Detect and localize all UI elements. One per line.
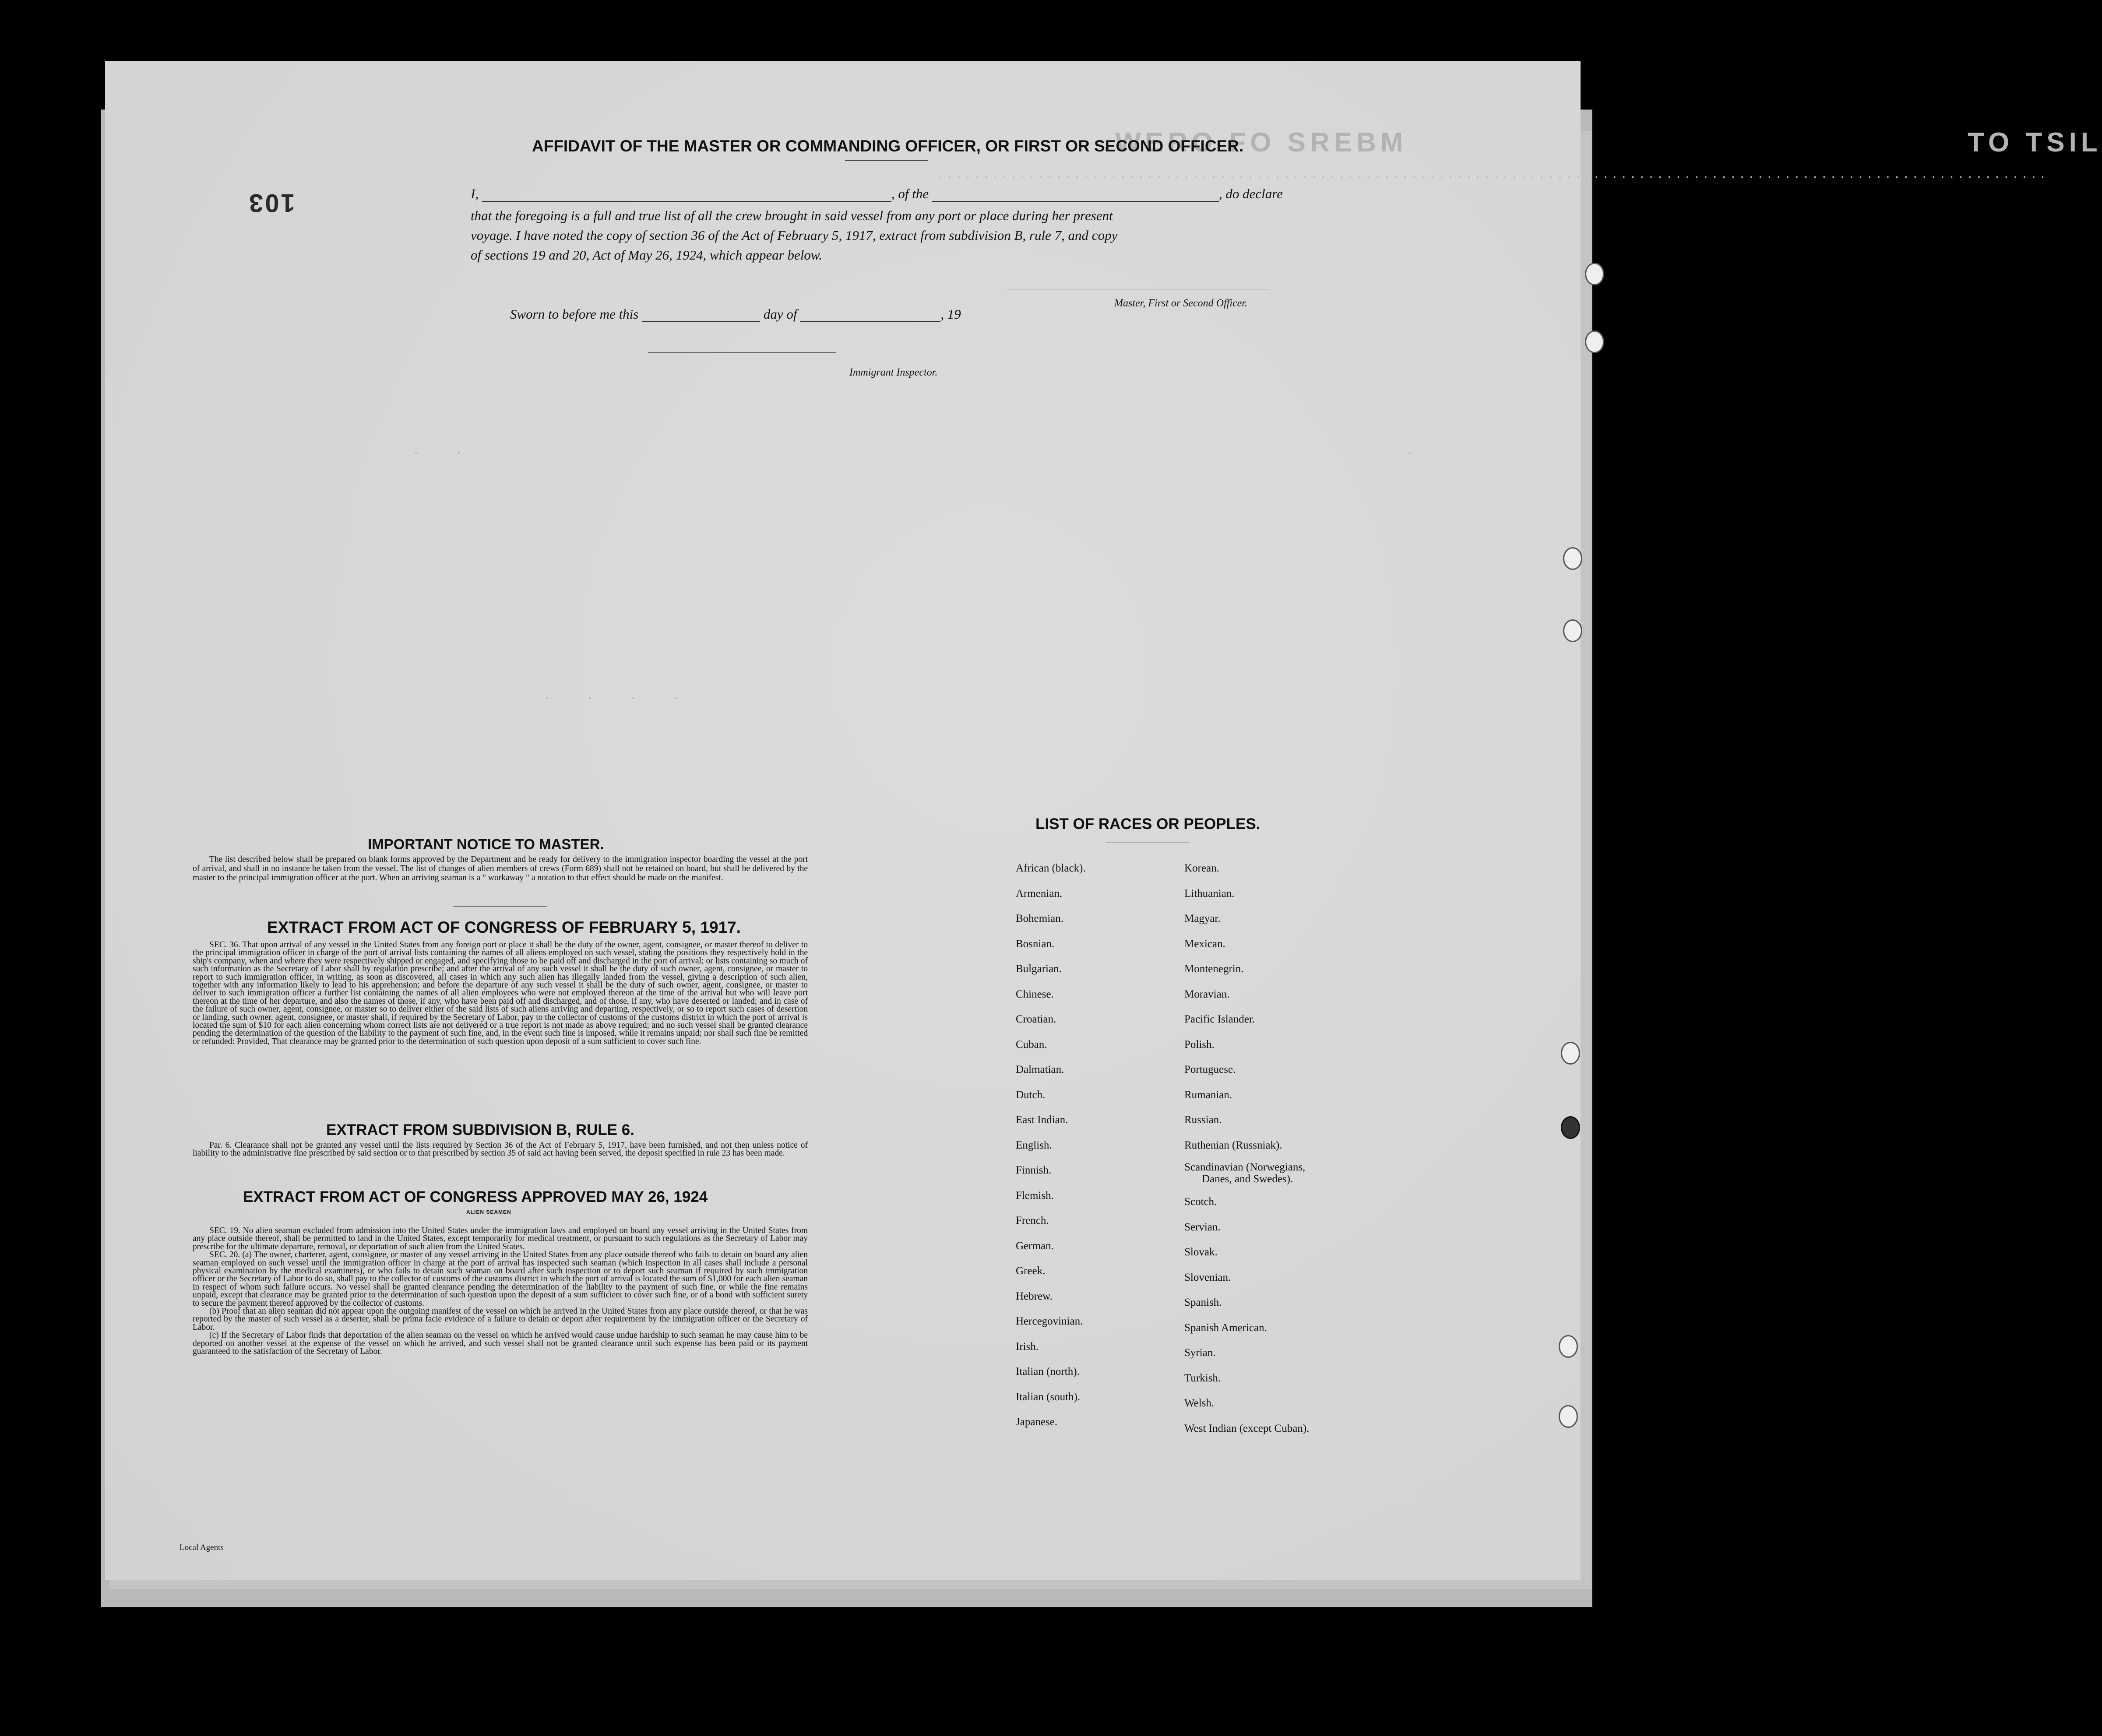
race-item: Dutch. [1016,1089,1046,1101]
bleed-through-lines: .......................................................................................................................... [937,169,2048,182]
divider [845,160,928,161]
race-item: Slovak. [1184,1246,1218,1258]
affidavit-paragraph-line: voyage. I have noted the copy of section 36 of the Act of February 5, 1917, extract from subdivision B, rule 7, and copy [471,228,1118,243]
race-item: Syrian. [1184,1347,1216,1359]
race-item: Korean. [1184,862,1219,874]
local-agents-label: Local Agents [180,1543,224,1552]
extract-rule6-title: EXTRACT FROM SUBDIVISION B, RULE 6. [326,1121,634,1139]
race-item: African (black). [1016,862,1086,874]
race-item: Slovenian. [1184,1271,1231,1283]
stamp-number: 103 [247,189,295,217]
race-item: Italian (south). [1016,1391,1081,1403]
race-item: Hercegovinian. [1016,1315,1083,1327]
inspector-signature-line [648,352,836,353]
race-item-line: Danes, and Swedes). [1202,1173,1293,1185]
race-item: Bohemian. [1016,913,1064,924]
extract-rule6-paragraph: Par. 6. Clearance shall not be granted any vessel until the lists required by Section 36 of the Act of February 5, 1917, have been furnished, and not then unless notice of liability to the administrative fine prescribed by said section or to that prescribed by section 35 of said act having been served, the deposit specified in rule 23 has been made. [193,1141,808,1158]
extract-1924-paragraph: SEC. 19. No alien seaman excluded from admission into the United States under the immigration laws and employed on board any vessel arriving in the United States from any place outside thereof, shall be permitted to land in the United States, except temporarily for medical treatment, or pursuant to such regulations as the Secretary of Labor may prescribe for the ultimate departure, removal, or deportation of such alien from the United States. [193,1226,808,1251]
affidavit-of-the-label: , of the [891,186,929,201]
sworn-line [510,306,961,322]
extract-1917-title: EXTRACT FROM ACT OF CONGRESS OF FEBRUARY 5, 1917. [267,918,741,936]
punch-hole [1559,1335,1578,1358]
race-item: French. [1016,1215,1049,1226]
notice-title: IMPORTANT NOTICE TO MASTER. [368,836,604,852]
race-item: Chinese. [1016,988,1054,1000]
races-title: LIST OF RACES OR PEOPLES. [1035,815,1260,833]
extract-1924-title: EXTRACT FROM ACT OF CONGRESS APPROVED MAY 26, 1924 [243,1188,708,1205]
race-item: Ruthenian (Russniak). [1184,1139,1282,1151]
bleed-through-row: . . . . [543,687,682,704]
notice-paragraph: The list described below shall be prepared on blank forms approved by the Department and be ready for delivery to the immigration inspector boarding the vessel at the port of arrival, and shall in no instance be taken from the vessel. The list of changes of alien members of crews (Form 689) shall not be retained on board, but shall be delivered by the master to the principal immigration officer at the port. When an arriving seaman is a " workaway " a notation to that effect should be made on the manifest. [193,855,808,882]
race-item: English. [1016,1139,1052,1151]
race-item: Portuguese. [1184,1064,1236,1075]
race-item: Mexican. [1184,938,1225,950]
race-item: Cuban. [1016,1038,1047,1051]
race-item: Rumanian. [1184,1089,1232,1101]
race-item: Bulgarian. [1016,963,1062,975]
race-item: Armenian. [1016,887,1063,900]
extract-1924-paragraph: SEC. 20. (a) The owner, charterer, agent, consignee, or master of any vessel arriving in the United States from any place outside thereof who fails to detain on board any alien seaman employed on such vessel until the immigration officer in charge at the port of arrival has inspected such seaman (which inspection in all cases shall include a personal physical examination by the medical examiners), or who fails to detain such seaman on board after such inspection or to deport such seaman if required by such immigration officer or the Secretary of Labor to do so, shall pay to the collector of customs of the customs district in which the port of arrival is located the sum of $1,000 for each alien seaman in respect of whom such failure occurs. No vessel shall be granted clearance pending the determination of the liability to the payment of such fine, or while the fine remains unpaid, except that clearance may be granted prior to the determination of such question upon the deposit of a sum sufficient to cover such fine, or of a bond with sufficient surety to secure the payment thereof approved by the collector of customs. [193,1250,808,1308]
race-item: Moravian. [1184,988,1230,1000]
race-item-line: Scandinavian (Norwegians, [1184,1161,1306,1173]
extract-rule6-text [193,1142,808,1158]
punch-hole [1561,1042,1580,1065]
affidavit-i-label: I, [471,186,479,201]
race-item: German. [1016,1240,1054,1252]
race-item: Lithuanian. [1184,887,1235,900]
bleed-through-row: . . . [412,442,1416,459]
inspector-label: Immigrant Inspector. [849,367,938,378]
name-blank [482,189,891,202]
vessel-blank [932,189,1219,202]
race-item: Irish. [1016,1340,1039,1353]
race-item: Turkish. [1184,1372,1221,1384]
affidavit-line-1 [471,186,1283,202]
bleed-through-title: .WERO FO SREBM TO TSIL [1103,127,2102,158]
extract-1924-subtitle: ALIEN SEAMEN [466,1209,511,1215]
race-item: West Indian (except Cuban). [1184,1422,1310,1434]
affidavit-paragraph-line: that the foregoing is a full and true list of all the crew brought in said vessel from any port or place during her present [471,208,1113,223]
extract-1924-paragraph: (b) Proof that an alien seaman did not appear upon the outgoing manifest of the vessel on which he arrived in the United States from any place outside thereof, or that he was reported by the master of such vessel as a deserter, shall be prima facie evidence of a failure to detain or deport after requirement by the immigration officer or the Secretary of Labor. [193,1307,808,1332]
sworn-month-blank [800,309,940,322]
punch-hole [1563,547,1582,570]
race-item: Montenegrin. [1184,963,1244,975]
race-item: Spanish. [1184,1297,1222,1308]
race-item: Russian. [1184,1114,1222,1126]
punch-hole [1585,330,1604,353]
extract-1917-paragraph: SEC. 36. That upon arrival of any vessel in the United States from any foreign port or place it shall be the duty of the owner, agent, consignee, or master thereof to deliver to the principal immigration officer in charge of the port of arrival lists containing the names of all aliens employed on such vessel, stating the positions they respectively hold in the ship's company, when and where they were respectively shipped or engaged, and specifying those to be paid off and discharged in the port of arrival; or lists containing so much of such information as the Secretary of Labor shall by regulation prescribe; and after the arrival of any such vessel it shall be the duty of such owner, agent, consignee, or master to report to such immigration officer, in writing, as soon as discovered, all cases in which any such alien has illegally landed from the vessel, giving a description of such alien, together with any information likely to lead to his apprehension; and before the departure of any such vessel it shall be the duty of such owner, agent, consignee, or master to deliver to such immigration officer a further list containing the names of all alien employees who were not employed thereon at the time of the arrival but who will leave port thereon at the time of her departure, and also the names of those, if any, who have been paid off and discharged, and of those, if any, who have deserted or landed; and in case of the failure of such owner, agent, consignee, or master so to deliver either of the said lists of such aliens arriving and departing, respectively, or so to report such cases of desertion or landing, such owner, agent, consignee, or master shall, if required by the Secretary of Labor, pay to the collector of customs of the customs district in which the port of arrival is located the sum of $10 for each alien concerning whom correct lists are not delivered or a true report is not made as above required; and no such vessel shall be granted clearance pending the determination of the question of the liability to the payment of such fine, and, in the event such fine is imposed, while it remains unpaid; nor shall such fine be remitted or refunded: Provided, That clearance may be granted prior to the determination of such question upon deposit of a sum sufficient to cover such fine. [193,940,808,1046]
affidavit-paragraph [471,206,1303,265]
extract-1924-paragraph: (c) If the Secretary of Labor finds that deportation of the alien seaman on the vessel on which he arrived would cause undue hardship to such seaman he may cause him to be deported on another vessel at the expense of the vessel on which he arrived, and such vessel shall not be granted clearance until such expense has been paid or its payment guaranteed to the satisfaction of the Secretary of Labor. [193,1331,808,1356]
affidavit-paragraph-line: of sections 19 and 20, Act of May 26, 1924, which appear below. [471,247,823,263]
sworn-day-blank [642,309,760,322]
extract-1924-text [193,1227,808,1356]
punch-hole [1559,1405,1578,1428]
affidavit-title: AFFIDAVIT OF THE MASTER OR COMMANDING OFFICER, OR FIRST OR SECOND OFFICER. [532,137,1244,155]
race-item: Greek. [1016,1265,1046,1277]
race-item: Scotch. [1184,1196,1217,1208]
extract-1917-text [193,941,808,1046]
race-item: Italian (north). [1016,1366,1080,1378]
notice-text [193,855,808,882]
divider [453,906,547,907]
race-item: Finnish. [1016,1164,1052,1176]
punch-hole [1563,619,1582,642]
master-label: Master, First or Second Officer. [1114,298,1247,309]
race-item: Polish. [1184,1038,1215,1051]
sworn-prefix: Sworn to before me this [510,306,639,322]
race-item-multiline [1184,1158,1309,1189]
punch-hole [1585,263,1604,285]
punch-hole [1561,1116,1580,1139]
race-item: Croatian. [1016,1013,1056,1025]
sworn-day-of: day of [763,306,797,322]
race-item: Pacific Islander. [1184,1013,1255,1025]
sworn-year: , 19 [940,306,961,322]
race-item: Welsh. [1184,1397,1215,1409]
race-item: Servian. [1184,1221,1221,1233]
races-left-column [1016,856,1086,1435]
race-item: Spanish American. [1184,1321,1267,1334]
race-item: Japanese. [1016,1416,1058,1428]
race-item: Bosnian. [1016,938,1055,950]
race-item: Magyar. [1184,913,1221,924]
races-right-column [1184,856,1309,1441]
race-item: East Indian. [1016,1114,1068,1126]
race-item: Flemish. [1016,1189,1054,1202]
race-item: Dalmatian. [1016,1064,1064,1075]
race-item: Hebrew. [1016,1290,1053,1302]
affidavit-declare-label: , do declare [1218,186,1283,201]
